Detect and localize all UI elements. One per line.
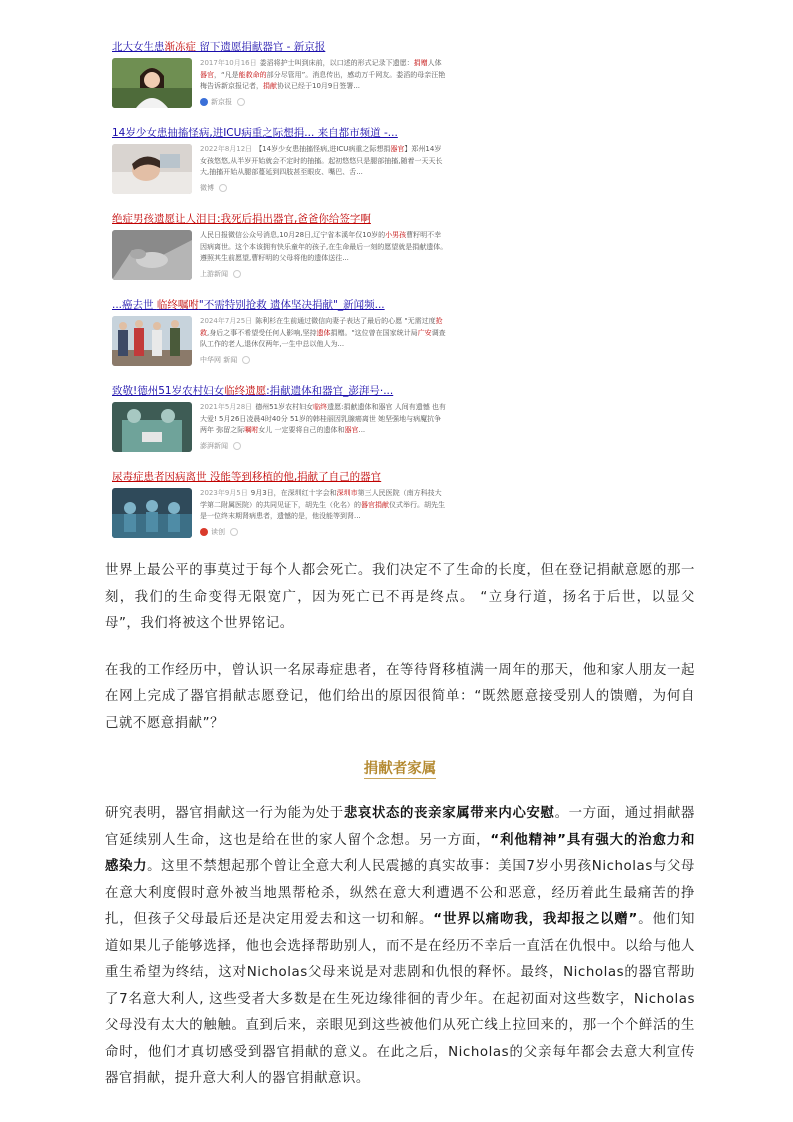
portrait-photo-thumbnail[interactable] — [112, 58, 192, 108]
result-source: 上游新闻 — [200, 268, 241, 280]
result-snippet: 2023年9月5日 9月3日，在深圳红十字会和深圳市第三人民医院（南方科技大学第二附属医院）的共同见证下，胡先生（化名）的器官捐献仪式举行。胡先生是一位终末期肾病患者，遗憾的是，他没能等到肾... — [200, 489, 445, 520]
result-snippet: 2022年8月12日 【14岁少女患抽搐怪病,进ICU病重之际想捐器官】郑州14岁女孩悠悠,从半岁开始就会不定时的抽搐。起初悠悠只是腿部抽搐,随着一天天长大,抽搐开始从腿部蔓延到四肢甚至眼皮、嘴巴、舌... — [200, 145, 443, 176]
search-result — [112, 298, 452, 384]
search-result — [112, 470, 452, 556]
search-result — [112, 384, 452, 470]
search-result — [112, 126, 452, 212]
result-title-link[interactable]: 北大女生患渐冻症 留下遗愿捐献器官 - 新京报 — [112, 41, 326, 53]
paragraph: 研究表明，器官捐献这一行为能为处于悲哀状态的丧亲家属带来内心安慰。一方面，通过捐献器官延续别人生命，这也是给在世的家人留个念想。另一方面，“利他精神”具有强大的治愈力和感染力。这里不禁想起那个曾让全意大利人民震撼的真实故事：美国7岁小男孩Nicholas与父母在意大利度假时意外被当地黑帮枪杀，纵然在意大利遭遇不公和恶意，经历着此生最痛苦的挣扎，但孩子父母最后还是决定用爱去和这一切和解。“世界以痛吻我，我却报之以赠”。他们知道如果儿子能够选择，他也会选择帮助别人，而不是在经历不幸后一直活在仇恨中。以给与他人重生希望为终结，这对Nicholas父母来说是对悲剧和仇恨的释怀。最终，Nicholas的器官帮助了7名意大利人, 这些受者大多数是在生死边缘徘徊的青少年。在起初面对这些数字，Nicholas父母没有太大的触触。直到后来，亲眼见到这些被他们从死亡线上拉回来的，那一个个鲜活的生命时，他们才真切感受到器官捐献的意义。在此之后，Nicholas的父亲每年都会去意大利宣传器官捐献，提升意大利人的器官捐献意识。 — [105, 806, 695, 1086]
hands-photo-thumbnail[interactable] — [112, 230, 192, 280]
result-source: 读创 — [200, 526, 238, 538]
source-logo-icon — [200, 98, 208, 106]
result-snippet: 2024年7月25日 陈利杉在生前通过微信向妻子表达了最后的心愿 "无需过度抢救,身后之事不希望受任何人影响,坚持遗体捐赠。"这位曾在国家统计局广安调查队工作的老人,退休仅两年,一生中总以他人为... — [200, 317, 446, 348]
result-title-link[interactable]: 致敬!德州51岁农村妇女临终遗愿:捐献遗体和器官_澎湃号·... — [112, 385, 394, 397]
more-options-icon[interactable] — [233, 442, 241, 450]
result-title-link[interactable]: ...癌去世 临终嘱咐"不需特别抢救 遗体坚决捐献"_新闻频... — [112, 299, 385, 311]
operating-room-photo-thumbnail[interactable] — [112, 488, 192, 538]
result-title-link[interactable]: 绝症男孩遗愿让人泪目:我死后捐出器官,爸爸你给签字啊 — [112, 213, 371, 225]
search-results — [112, 40, 452, 556]
result-snippet: 人民日报微信公众号消息,10月28日,辽宁省本溪年仅10岁的小男孩曹籽明不幸因病离世。这个本该拥有快乐童年的孩子,在生命最后一刻的愿望就是捐献遗体。遵照其生前愿望,曹籽明的父母将他的遗体送往... — [200, 231, 448, 262]
source-logo-icon — [200, 528, 208, 536]
result-source: 新京报 — [200, 96, 245, 108]
more-options-icon[interactable] — [233, 270, 241, 278]
result-title-link[interactable]: 14岁少女患抽搐怪病,进ICU病重之际想捐... 来自都市频道 -... — [112, 127, 398, 139]
paragraph: 世界上最公平的事莫过于每个人都会死亡。我们决定不了生命的长度，但在登记捐献意愿的那一刻，我们的生命变得无限宽广，因为死亡已不再是终点。 “立身行道，扬名于后世，以显父母”，我们将被这个世界铭记。 — [105, 563, 695, 631]
result-snippet: 2017年10月16日 娄滔将护士叫到床前，以口述的形式记录下遗愿：捐赠人体器官，“凡是能救命的部分尽管用”。消息传出，感动万千网友。娄滔的母亲汪艳梅告诉新京报记者，捐献协议已经于10月9日签署... — [200, 59, 446, 90]
result-source: 中华网 新闻 — [200, 354, 250, 366]
surgery-photo-thumbnail[interactable] — [112, 402, 192, 452]
hospital-bed-photo-thumbnail[interactable] — [112, 144, 192, 194]
search-result — [112, 212, 452, 298]
more-options-icon[interactable] — [219, 184, 227, 192]
section-title: 捐献者家属 — [363, 761, 437, 777]
paragraph: 在我的工作经历中，曾认识一名尿毒症患者，在等待肾移植满一周年的那天，他和家人朋友一起在网上完成了器官捐献志愿登记，他们给出的原因很简单：“既然愿意接受别人的馈赠，为何自己就不愿意捐献”？ — [105, 662, 695, 731]
result-title-link[interactable]: 尿毒症患者因病离世 没能等到移植的他,捐献了自己的器官 — [112, 471, 382, 483]
result-snippet: 2021年5月28日 德州51岁农村妇女临终遗愿:捐献遗体和器官 人间有遗憾 也有大爱! 5月26日凌晨4时40分 51岁的韩桂丽因乳腺癌离世 她坚强地与病魔抗争两年 弥留之际嘱咐女儿 一定要将自己的遗体和器官... — [200, 403, 446, 434]
group-photo-thumbnail[interactable] — [112, 316, 192, 366]
more-options-icon[interactable] — [242, 356, 250, 364]
more-options-icon[interactable] — [237, 98, 245, 106]
search-result — [112, 40, 452, 126]
result-source: 澎湃新闻 — [200, 440, 241, 452]
more-options-icon[interactable] — [230, 528, 238, 536]
article-body — [105, 558, 695, 1093]
result-source: 微博 — [200, 182, 227, 194]
